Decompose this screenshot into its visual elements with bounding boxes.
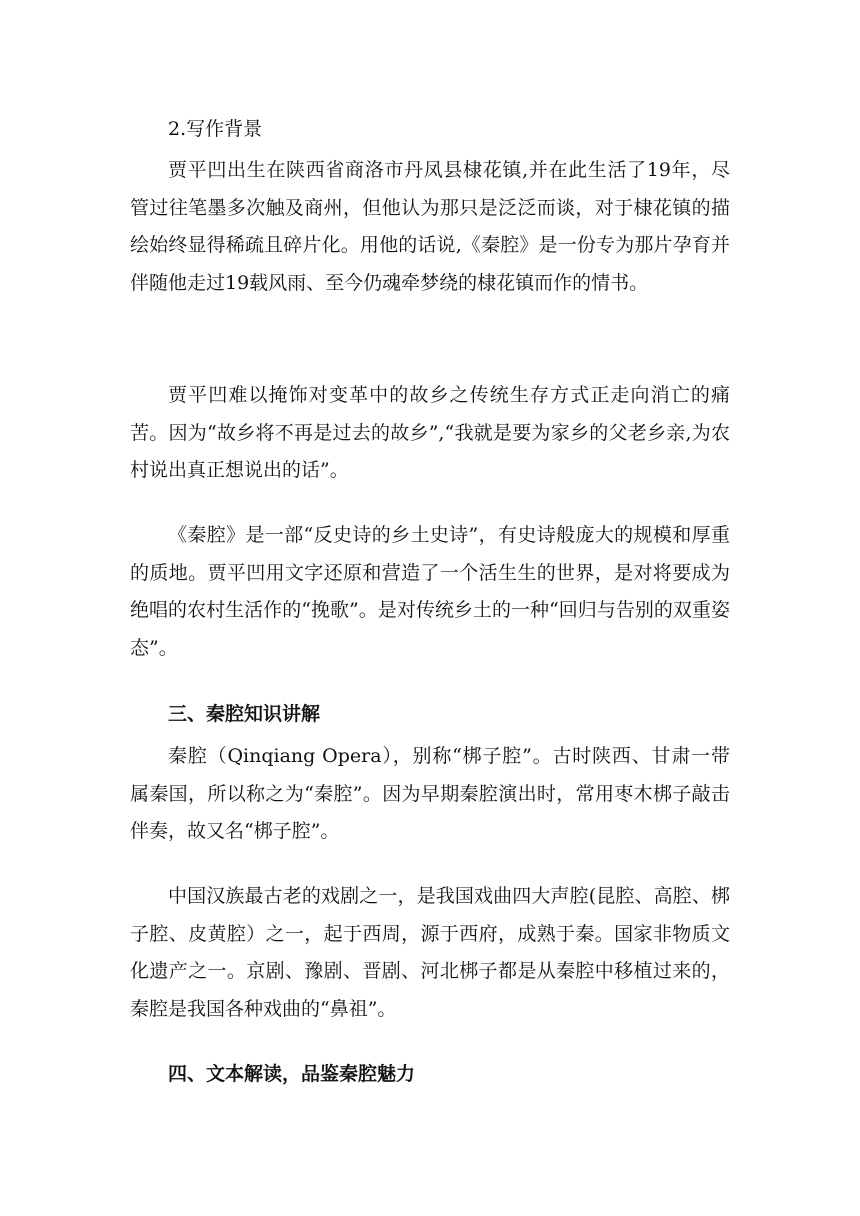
paragraph-epic: 《秦腔》是一部“反史诗的乡土史诗”，有史诗般庞大的规模和厚重的质地。贾平凹用文字还原和营造了一个活生生的世界，是对将要成为绝唱的农村生活作的“挽歌”。是对传统乡土的一种“回归与告别的双重姿态”。	[130, 524, 730, 659]
section-four-heading: 四、文本解读，品鉴秦腔魅力	[168, 1063, 416, 1085]
paragraph-author-pain: 贾平凹难以掩饰对变革中的故乡之传统生存方式正走向消亡的痛苦。因为“故乡将不再是过去的故乡”,“我就是要为家乡的父老乡亲,为农村说出真正想说出的话”。	[130, 384, 730, 481]
paragraph-qinqiang-history: 中国汉族最古老的戏剧之一，是我国戏曲四大声腔(昆腔、高腔、梆子腔、皮黄腔）之一，起于西周，源于西府，成熟于秦。国家非物质文化遗产之一。京剧、豫剧、晋剧、河北梆子都是从秦腔中移植过来的，秦腔是我国各种戏曲的“鼻祖”。	[130, 885, 730, 1020]
writing-background-heading: 2.写作背景	[168, 118, 263, 140]
paragraph-author-birthplace: 贾平凹出生在陕西省商洛市丹凤县棣花镇,并在此生活了19年，尽管过往笔墨多次触及商州，但他认为那只是泛泛而谈，对于棣花镇的描绘始终显得稀疏且碎片化。用他的话说,《秦腔》是一份专为那片孕育并伴随他走过19载风雨、至今仍魂牵梦绕的棣花镇而作的情书。	[130, 159, 730, 294]
paragraph-qinqiang-intro: 秦腔（Qinqiang Opera），别称“梆子腔”。古时陕西、甘肃一带属秦国，所以称之为“秦腔”。因为早期秦腔演出时，常用枣木梆子敲击伴奏，故又名“梆子腔”。	[130, 745, 730, 842]
section-three-heading: 三、秦腔知识讲解	[168, 703, 321, 725]
